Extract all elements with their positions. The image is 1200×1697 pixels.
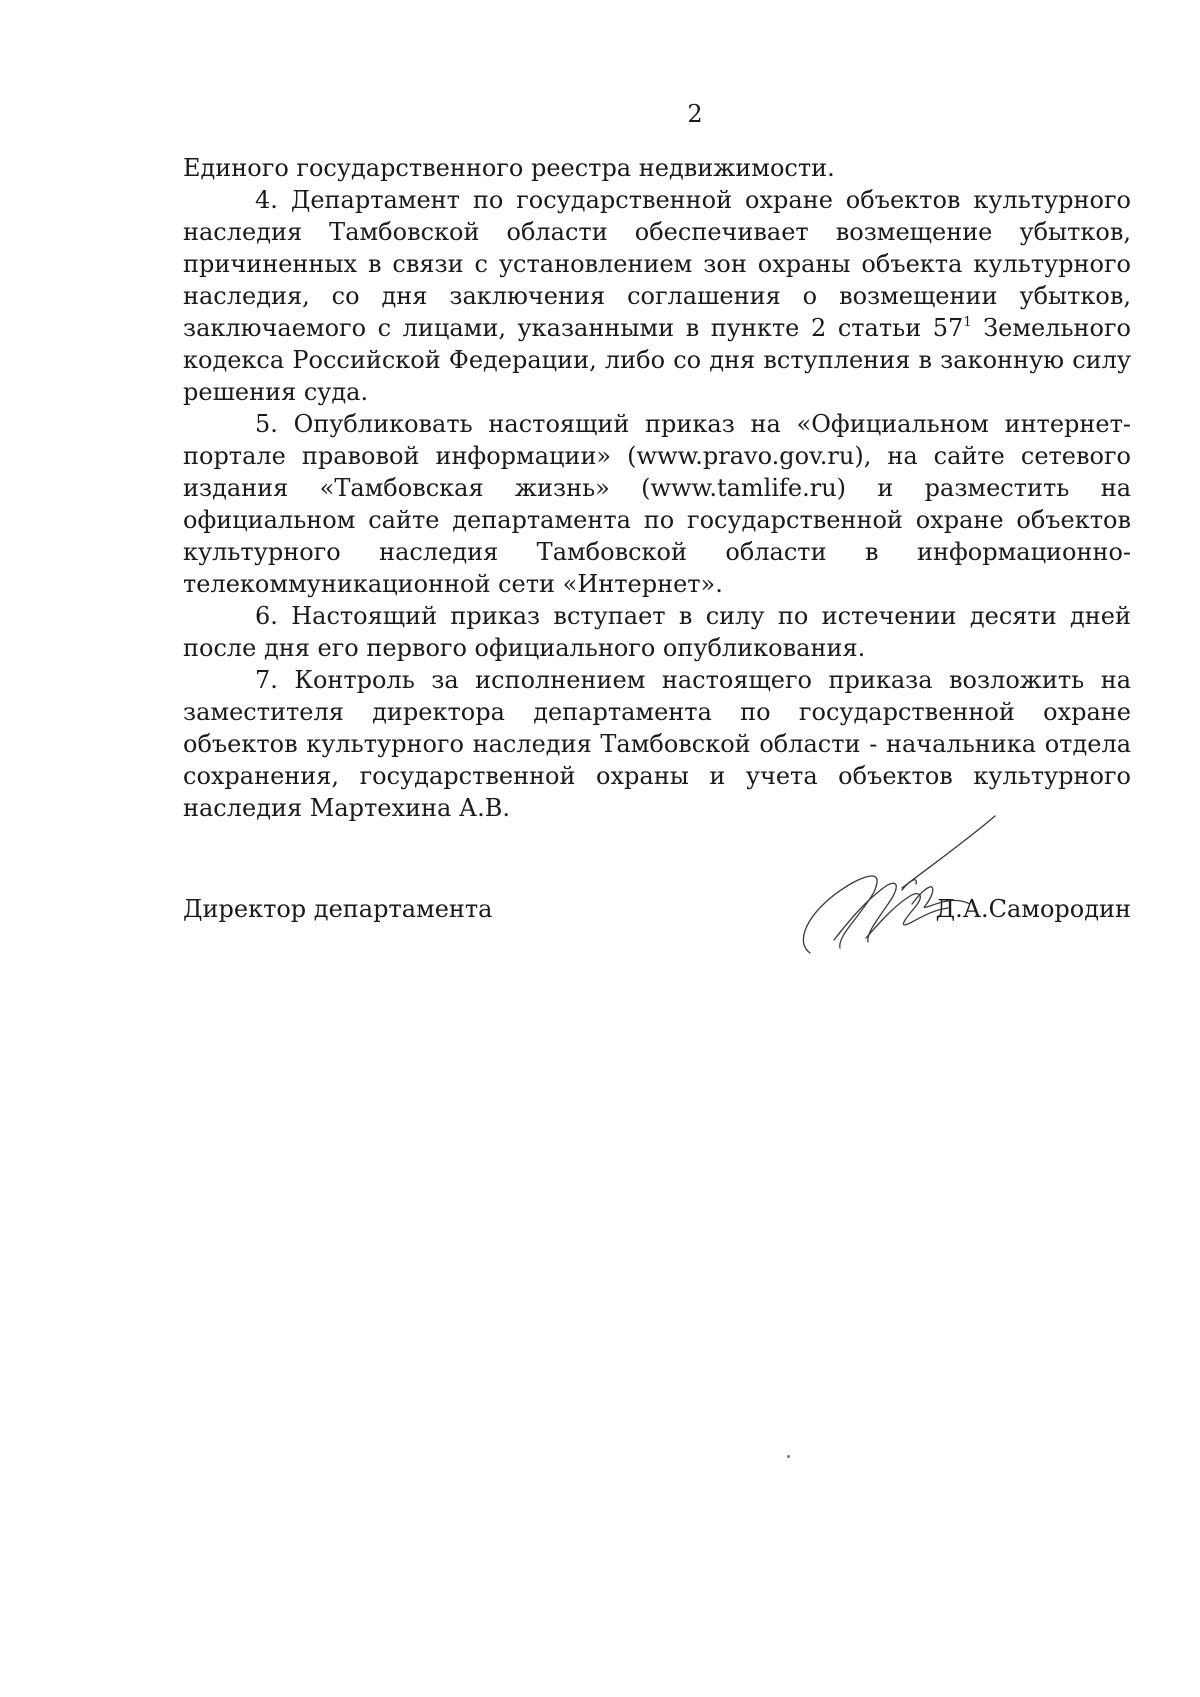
scan-speck [787, 1455, 790, 1458]
signer-name: Д.А.Самородин [935, 895, 1131, 923]
paragraph-item-4-text-after: Земельного кодекса Российской Федерации, либо со дня вступления в законную силу решения суда. [183, 314, 1132, 406]
paragraph-item-6: 6. Настоящий приказ вступает в силу по истечении десяти дней после дня его первого официального опубликования. [183, 602, 1131, 662]
signer-title: Директор департамента [183, 895, 493, 923]
paragraph-item-7: 7. Контроль за исполнением настоящего приказа возложить на заместителя директора департамента по государственной охране объектов культурного наследия Тамбовской области - начальника отдела сохранения, государственной охраны и учета объектов культурного наследия Мартехина А.В. [183, 666, 1131, 822]
page-number: 2 [687, 100, 703, 128]
paragraph-item-4 [183, 184, 1131, 408]
paragraph-item-4-text-before: 4. Департамент по государственной охране объектов культурного наследия Тамбовской области обеспечивает возмещение убытков, причиненных в связи с установлением зон охраны объекта культурного наследия, со дня заключения соглашения о возмещении убытков, заключаемого с лицами, указанными в пункте 2 статьи 57 [183, 186, 1131, 342]
document-body [183, 152, 1131, 824]
paragraph-intro: Единого государственного реестра недвижимости. [183, 154, 835, 182]
paragraph-item-5: 5. Опубликовать настоящий приказ на «Официальном интернет-портале правовой информации» (www.pravo.gov.ru), на сайте сетевого издания «Тамбовская жизнь» (www.tamlife.ru) и разместить на официальном сайте департамента по государственной охране объектов культурного наследия Тамбовской области в информационно-телекоммуникационной сети «Интернет». [183, 410, 1131, 598]
article-superscript: 1 [963, 315, 972, 330]
handwritten-signature [782, 810, 1002, 958]
